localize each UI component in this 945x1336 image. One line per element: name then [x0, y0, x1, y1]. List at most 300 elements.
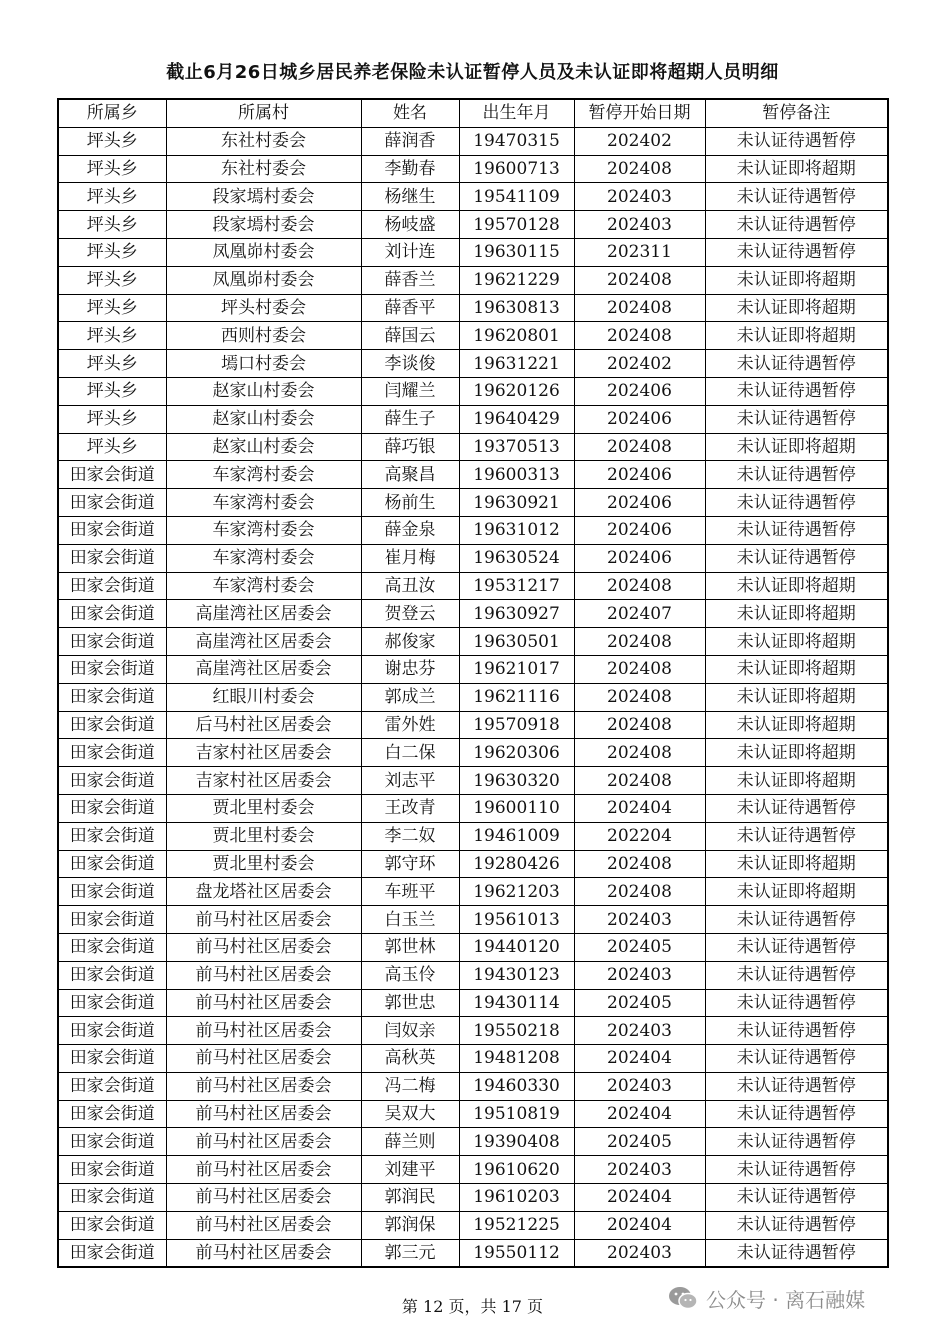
- table-row: [58, 989, 888, 1017]
- cell-birth-date: 19600313: [459, 461, 574, 489]
- cell-name: 白玉兰: [361, 906, 459, 934]
- cell-birth-date: 19621116: [459, 683, 574, 711]
- cell-name: 郭润民: [361, 1184, 459, 1212]
- cell-birth-date: 19370513: [459, 433, 574, 461]
- cell-suspension-start: 202408: [574, 322, 705, 350]
- cell-township: 坪头乡: [58, 322, 166, 350]
- page-title: 截止6月26日城乡居民养老保险未认证暂停人员及未认证即将超期人员明细: [166, 62, 779, 83]
- table-row: [58, 794, 888, 822]
- cell-township: 田家会街道: [58, 739, 166, 767]
- cell-township: 田家会街道: [58, 961, 166, 989]
- table-row: [58, 600, 888, 628]
- cell-suspension-note: 未认证待遇暂停: [705, 377, 888, 405]
- table-row: [58, 1239, 888, 1267]
- cell-township: 坪头乡: [58, 405, 166, 433]
- cell-name: 薛兰则: [361, 1128, 459, 1156]
- cell-village: 前马村社区居委会: [166, 961, 361, 989]
- cell-birth-date: 19631221: [459, 350, 574, 378]
- cell-birth-date: 19570128: [459, 211, 574, 239]
- cell-birth-date: 19460330: [459, 1072, 574, 1100]
- cell-suspension-start: 202405: [574, 1128, 705, 1156]
- cell-name: 郭世林: [361, 933, 459, 961]
- footer-page-number: 12: [423, 1297, 444, 1316]
- cell-suspension-start: 202406: [574, 461, 705, 489]
- table-row: [58, 211, 888, 239]
- table-row: [58, 933, 888, 961]
- cell-township: 田家会街道: [58, 906, 166, 934]
- table-row: [58, 1128, 888, 1156]
- cell-suspension-start: 202406: [574, 544, 705, 572]
- cell-name: 郭三元: [361, 1239, 459, 1267]
- table-row: [58, 433, 888, 461]
- cell-township: 坪头乡: [58, 433, 166, 461]
- cell-suspension-start: 202406: [574, 405, 705, 433]
- cell-suspension-note: 未认证待遇暂停: [705, 933, 888, 961]
- cell-township: 田家会街道: [58, 600, 166, 628]
- cell-name: 薛国云: [361, 322, 459, 350]
- cell-suspension-start: 202403: [574, 183, 705, 211]
- cell-suspension-note: 未认证即将超期: [705, 711, 888, 739]
- cell-village: 赵家山村委会: [166, 377, 361, 405]
- cell-suspension-start: 202408: [574, 572, 705, 600]
- cell-name: 闫奴亲: [361, 1017, 459, 1045]
- cell-suspension-start: 202404: [574, 1211, 705, 1239]
- watermark: [668, 1284, 865, 1312]
- cell-suspension-start: 202408: [574, 878, 705, 906]
- cell-suspension-note: 未认证即将超期: [705, 628, 888, 656]
- cell-suspension-note: 未认证待遇暂停: [705, 183, 888, 211]
- table-row: [58, 1156, 888, 1184]
- cell-village: 高崖湾社区居委会: [166, 600, 361, 628]
- cell-suspension-start: 202408: [574, 433, 705, 461]
- table-header-row: [58, 99, 888, 127]
- cell-village: 赵家山村委会: [166, 405, 361, 433]
- cell-birth-date: 19610620: [459, 1156, 574, 1184]
- cell-name: 李谈俊: [361, 350, 459, 378]
- cell-suspension-note: 未认证待遇暂停: [705, 350, 888, 378]
- cell-birth-date: 19570918: [459, 711, 574, 739]
- table-row: [58, 683, 888, 711]
- cell-suspension-start: 202403: [574, 1156, 705, 1184]
- cell-birth-date: 19280426: [459, 850, 574, 878]
- cell-suspension-start: 202402: [574, 127, 705, 155]
- cell-village: 墕口村委会: [166, 350, 361, 378]
- cell-suspension-note: 未认证待遇暂停: [705, 961, 888, 989]
- cell-suspension-note: 未认证即将超期: [705, 266, 888, 294]
- cell-suspension-start: 202407: [574, 600, 705, 628]
- table-row: [58, 655, 888, 683]
- cell-suspension-start: 202408: [574, 683, 705, 711]
- table-row: [58, 1100, 888, 1128]
- cell-township: 田家会街道: [58, 850, 166, 878]
- footer-suffix: 页: [527, 1297, 544, 1316]
- cell-suspension-note: 未认证待遇暂停: [705, 211, 888, 239]
- cell-suspension-note: 未认证待遇暂停: [705, 1184, 888, 1212]
- cell-suspension-start: 202403: [574, 1239, 705, 1267]
- cell-name: 吴双大: [361, 1100, 459, 1128]
- cell-village: 后马村社区居委会: [166, 711, 361, 739]
- cell-suspension-note: 未认证待遇暂停: [705, 127, 888, 155]
- cell-suspension-start: 202404: [574, 1100, 705, 1128]
- table-row: [58, 238, 888, 266]
- cell-name: 薛香兰: [361, 266, 459, 294]
- cell-suspension-start: 202408: [574, 266, 705, 294]
- cell-name: 白二保: [361, 739, 459, 767]
- cell-suspension-start: 202408: [574, 711, 705, 739]
- cell-suspension-start: 202403: [574, 1017, 705, 1045]
- cell-name: 杨继生: [361, 183, 459, 211]
- cell-birth-date: 19620306: [459, 739, 574, 767]
- cell-name: 贺登云: [361, 600, 459, 628]
- cell-township: 田家会街道: [58, 767, 166, 795]
- table-row: [58, 1072, 888, 1100]
- table-row: [58, 127, 888, 155]
- cell-township: 田家会街道: [58, 1072, 166, 1100]
- cell-village: 前马村社区居委会: [166, 1211, 361, 1239]
- table-row: [58, 544, 888, 572]
- table-row: [58, 628, 888, 656]
- cell-birth-date: 19440120: [459, 933, 574, 961]
- personnel-table: [57, 98, 889, 1268]
- table-row: [58, 1184, 888, 1212]
- cell-suspension-note: 未认证待遇暂停: [705, 516, 888, 544]
- table-row: [58, 183, 888, 211]
- cell-suspension-start: 202408: [574, 294, 705, 322]
- cell-village: 吉家村社区居委会: [166, 767, 361, 795]
- cell-birth-date: 19430114: [459, 989, 574, 1017]
- cell-name: 高秋英: [361, 1045, 459, 1073]
- cell-birth-date: 19621203: [459, 878, 574, 906]
- footer-page-total: 17: [501, 1297, 522, 1316]
- cell-birth-date: 19630921: [459, 489, 574, 517]
- cell-suspension-start: 202408: [574, 739, 705, 767]
- cell-suspension-note: 未认证待遇暂停: [705, 489, 888, 517]
- cell-village: 车家湾村委会: [166, 544, 361, 572]
- wechat-icon: [668, 1285, 698, 1311]
- cell-suspension-start: 202406: [574, 489, 705, 517]
- cell-village: 红眼川村委会: [166, 683, 361, 711]
- cell-name: 杨岐盛: [361, 211, 459, 239]
- cell-village: 前马村社区居委会: [166, 1017, 361, 1045]
- table-row: [58, 572, 888, 600]
- cell-suspension-note: 未认证待遇暂停: [705, 1211, 888, 1239]
- cell-birth-date: 19481208: [459, 1045, 574, 1073]
- header-birth-date: 出生年月: [459, 99, 574, 127]
- cell-suspension-note: 未认证待遇暂停: [705, 1156, 888, 1184]
- cell-township: 田家会街道: [58, 1100, 166, 1128]
- cell-name: 郭守环: [361, 850, 459, 878]
- cell-village: 东社村委会: [166, 127, 361, 155]
- cell-name: 薛润香: [361, 127, 459, 155]
- cell-name: 高玉伶: [361, 961, 459, 989]
- cell-suspension-note: 未认证待遇暂停: [705, 906, 888, 934]
- table-row: [58, 155, 888, 183]
- cell-township: 坪头乡: [58, 294, 166, 322]
- cell-name: 冯二梅: [361, 1072, 459, 1100]
- cell-birth-date: 19561013: [459, 906, 574, 934]
- cell-name: 高聚昌: [361, 461, 459, 489]
- cell-suspension-note: 未认证即将超期: [705, 294, 888, 322]
- footer-prefix: 第: [401, 1297, 418, 1316]
- cell-suspension-start: 202204: [574, 822, 705, 850]
- cell-township: 田家会街道: [58, 933, 166, 961]
- cell-birth-date: 19630320: [459, 767, 574, 795]
- cell-suspension-start: 202405: [574, 933, 705, 961]
- cell-village: 车家湾村委会: [166, 461, 361, 489]
- cell-suspension-note: 未认证即将超期: [705, 767, 888, 795]
- table-row: [58, 767, 888, 795]
- table-row: [58, 711, 888, 739]
- table-row: [58, 516, 888, 544]
- header-township: 所属乡: [58, 99, 166, 127]
- cell-township: 田家会街道: [58, 989, 166, 1017]
- cell-birth-date: 19640429: [459, 405, 574, 433]
- cell-township: 田家会街道: [58, 572, 166, 600]
- cell-village: 段家墕村委会: [166, 211, 361, 239]
- cell-name: 崔月梅: [361, 544, 459, 572]
- cell-suspension-note: 未认证即将超期: [705, 600, 888, 628]
- cell-village: 贾北里村委会: [166, 794, 361, 822]
- cell-village: 前马村社区居委会: [166, 1156, 361, 1184]
- header-suspension-start: 暂停开始日期: [574, 99, 705, 127]
- cell-name: 雷外姓: [361, 711, 459, 739]
- cell-name: 车班平: [361, 878, 459, 906]
- cell-name: 谢忠芬: [361, 655, 459, 683]
- table-row: [58, 350, 888, 378]
- cell-village: 前马村社区居委会: [166, 933, 361, 961]
- cell-village: 车家湾村委会: [166, 489, 361, 517]
- cell-township: 田家会街道: [58, 1017, 166, 1045]
- table-row: [58, 294, 888, 322]
- cell-village: 西则村委会: [166, 322, 361, 350]
- cell-birth-date: 19430123: [459, 961, 574, 989]
- cell-township: 田家会街道: [58, 1156, 166, 1184]
- cell-suspension-start: 202408: [574, 628, 705, 656]
- cell-birth-date: 19600110: [459, 794, 574, 822]
- cell-village: 前马村社区居委会: [166, 1184, 361, 1212]
- table-row: [58, 377, 888, 405]
- cell-name: 刘计连: [361, 238, 459, 266]
- cell-birth-date: 19610203: [459, 1184, 574, 1212]
- cell-village: 前马村社区居委会: [166, 1045, 361, 1073]
- cell-suspension-start: 202406: [574, 377, 705, 405]
- table-row: [58, 739, 888, 767]
- cell-birth-date: 19621229: [459, 266, 574, 294]
- cell-birth-date: 19630115: [459, 238, 574, 266]
- cell-township: 坪头乡: [58, 238, 166, 266]
- cell-township: 田家会街道: [58, 1184, 166, 1212]
- cell-suspension-note: 未认证即将超期: [705, 739, 888, 767]
- cell-village: 坪头村委会: [166, 294, 361, 322]
- table-row: [58, 405, 888, 433]
- cell-village: 前马村社区居委会: [166, 1072, 361, 1100]
- cell-birth-date: 19620126: [459, 377, 574, 405]
- cell-suspension-start: 202402: [574, 350, 705, 378]
- header-village: 所属村: [166, 99, 361, 127]
- cell-suspension-note: 未认证待遇暂停: [705, 1072, 888, 1100]
- cell-township: 坪头乡: [58, 127, 166, 155]
- table-row: [58, 1211, 888, 1239]
- cell-village: 前马村社区居委会: [166, 1239, 361, 1267]
- cell-village: 前马村社区居委会: [166, 989, 361, 1017]
- cell-village: 凤凰峁村委会: [166, 266, 361, 294]
- cell-birth-date: 19630813: [459, 294, 574, 322]
- table-row: [58, 906, 888, 934]
- cell-name: 闫耀兰: [361, 377, 459, 405]
- cell-suspension-note: 未认证待遇暂停: [705, 1045, 888, 1073]
- cell-village: 盘龙塔社区居委会: [166, 878, 361, 906]
- cell-suspension-note: 未认证即将超期: [705, 155, 888, 183]
- cell-township: 田家会街道: [58, 1211, 166, 1239]
- cell-suspension-note: 未认证待遇暂停: [705, 1017, 888, 1045]
- cell-township: 田家会街道: [58, 655, 166, 683]
- table-body: [58, 127, 888, 1267]
- cell-name: 郭润保: [361, 1211, 459, 1239]
- cell-township: 田家会街道: [58, 1128, 166, 1156]
- cell-name: 杨前生: [361, 489, 459, 517]
- cell-birth-date: 19531217: [459, 572, 574, 600]
- cell-village: 前马村社区居委会: [166, 1100, 361, 1128]
- cell-suspension-note: 未认证待遇暂停: [705, 238, 888, 266]
- table-row: [58, 878, 888, 906]
- cell-suspension-note: 未认证待遇暂停: [705, 989, 888, 1017]
- cell-township: 田家会街道: [58, 544, 166, 572]
- cell-township: 坪头乡: [58, 211, 166, 239]
- cell-birth-date: 19461009: [459, 822, 574, 850]
- cell-name: 薛金泉: [361, 516, 459, 544]
- cell-suspension-start: 202403: [574, 961, 705, 989]
- cell-suspension-start: 202311: [574, 238, 705, 266]
- cell-suspension-start: 202404: [574, 794, 705, 822]
- table-row: [58, 822, 888, 850]
- cell-village: 东社村委会: [166, 155, 361, 183]
- cell-name: 刘志平: [361, 767, 459, 795]
- cell-suspension-start: 202403: [574, 906, 705, 934]
- cell-township: 田家会街道: [58, 711, 166, 739]
- cell-township: 田家会街道: [58, 516, 166, 544]
- cell-village: 前马村社区居委会: [166, 1128, 361, 1156]
- cell-suspension-note: 未认证待遇暂停: [705, 1239, 888, 1267]
- cell-suspension-note: 未认证待遇暂停: [705, 405, 888, 433]
- table-row: [58, 961, 888, 989]
- cell-name: 高丑汝: [361, 572, 459, 600]
- cell-birth-date: 19390408: [459, 1128, 574, 1156]
- cell-village: 高崖湾社区居委会: [166, 628, 361, 656]
- table-row: [58, 1017, 888, 1045]
- cell-suspension-start: 202403: [574, 211, 705, 239]
- cell-name: 薛香平: [361, 294, 459, 322]
- cell-suspension-note: 未认证待遇暂停: [705, 794, 888, 822]
- table-row: [58, 850, 888, 878]
- cell-name: 薛巧银: [361, 433, 459, 461]
- cell-birth-date: 19621017: [459, 655, 574, 683]
- cell-village: 贾北里村委会: [166, 822, 361, 850]
- table-row: [58, 489, 888, 517]
- cell-township: 田家会街道: [58, 794, 166, 822]
- cell-suspension-note: 未认证即将超期: [705, 655, 888, 683]
- watermark-text: 公众号 · 离石融媒: [706, 1287, 866, 1312]
- table-row: [58, 1045, 888, 1073]
- cell-township: 田家会街道: [58, 461, 166, 489]
- table-row: [58, 322, 888, 350]
- cell-township: 田家会街道: [58, 878, 166, 906]
- cell-village: 贾北里村委会: [166, 850, 361, 878]
- header-suspension-note: 暂停备注: [705, 99, 888, 127]
- cell-township: 田家会街道: [58, 628, 166, 656]
- cell-birth-date: 19541109: [459, 183, 574, 211]
- footer-middle: 页，共: [448, 1297, 497, 1316]
- cell-suspension-note: 未认证待遇暂停: [705, 1100, 888, 1128]
- cell-suspension-start: 202408: [574, 655, 705, 683]
- cell-suspension-start: 202404: [574, 1045, 705, 1073]
- cell-suspension-note: 未认证待遇暂停: [705, 822, 888, 850]
- cell-village: 前马村社区居委会: [166, 906, 361, 934]
- cell-name: 李二奴: [361, 822, 459, 850]
- cell-suspension-note: 未认证即将超期: [705, 572, 888, 600]
- cell-suspension-note: 未认证即将超期: [705, 878, 888, 906]
- cell-township: 坪头乡: [58, 266, 166, 294]
- cell-township: 坪头乡: [58, 377, 166, 405]
- cell-suspension-start: 202403: [574, 1072, 705, 1100]
- table-row: [58, 266, 888, 294]
- cell-birth-date: 19630927: [459, 600, 574, 628]
- cell-name: 刘建平: [361, 1156, 459, 1184]
- cell-suspension-start: 202408: [574, 767, 705, 795]
- cell-birth-date: 19510819: [459, 1100, 574, 1128]
- cell-suspension-start: 202408: [574, 850, 705, 878]
- cell-suspension-note: 未认证待遇暂停: [705, 544, 888, 572]
- cell-birth-date: 19630524: [459, 544, 574, 572]
- cell-birth-date: 19550218: [459, 1017, 574, 1045]
- cell-birth-date: 19521225: [459, 1211, 574, 1239]
- cell-village: 高崖湾社区居委会: [166, 655, 361, 683]
- cell-birth-date: 19470315: [459, 127, 574, 155]
- cell-village: 段家墕村委会: [166, 183, 361, 211]
- cell-name: 李勤春: [361, 155, 459, 183]
- cell-township: 坪头乡: [58, 155, 166, 183]
- cell-village: 吉家村社区居委会: [166, 739, 361, 767]
- cell-name: 郝俊家: [361, 628, 459, 656]
- cell-suspension-note: 未认证即将超期: [705, 322, 888, 350]
- cell-suspension-start: 202408: [574, 155, 705, 183]
- cell-township: 田家会街道: [58, 683, 166, 711]
- cell-birth-date: 19630501: [459, 628, 574, 656]
- cell-township: 田家会街道: [58, 1045, 166, 1073]
- cell-suspension-note: 未认证待遇暂停: [705, 461, 888, 489]
- cell-suspension-note: 未认证待遇暂停: [705, 1128, 888, 1156]
- cell-name: 王改青: [361, 794, 459, 822]
- cell-suspension-start: 202406: [574, 516, 705, 544]
- cell-village: 赵家山村委会: [166, 433, 361, 461]
- cell-township: 田家会街道: [58, 822, 166, 850]
- cell-village: 凤凰峁村委会: [166, 238, 361, 266]
- cell-birth-date: 19620801: [459, 322, 574, 350]
- cell-birth-date: 19631012: [459, 516, 574, 544]
- cell-township: 坪头乡: [58, 183, 166, 211]
- cell-suspension-note: 未认证即将超期: [705, 850, 888, 878]
- cell-village: 车家湾村委会: [166, 572, 361, 600]
- cell-name: 薛生子: [361, 405, 459, 433]
- cell-suspension-note: 未认证即将超期: [705, 433, 888, 461]
- header-name: 姓名: [361, 99, 459, 127]
- cell-township: 田家会街道: [58, 1239, 166, 1267]
- cell-township: 坪头乡: [58, 350, 166, 378]
- cell-township: 田家会街道: [58, 489, 166, 517]
- cell-name: 郭世忠: [361, 989, 459, 1017]
- cell-birth-date: 19550112: [459, 1239, 574, 1267]
- table-row: [58, 461, 888, 489]
- cell-suspension-start: 202404: [574, 1184, 705, 1212]
